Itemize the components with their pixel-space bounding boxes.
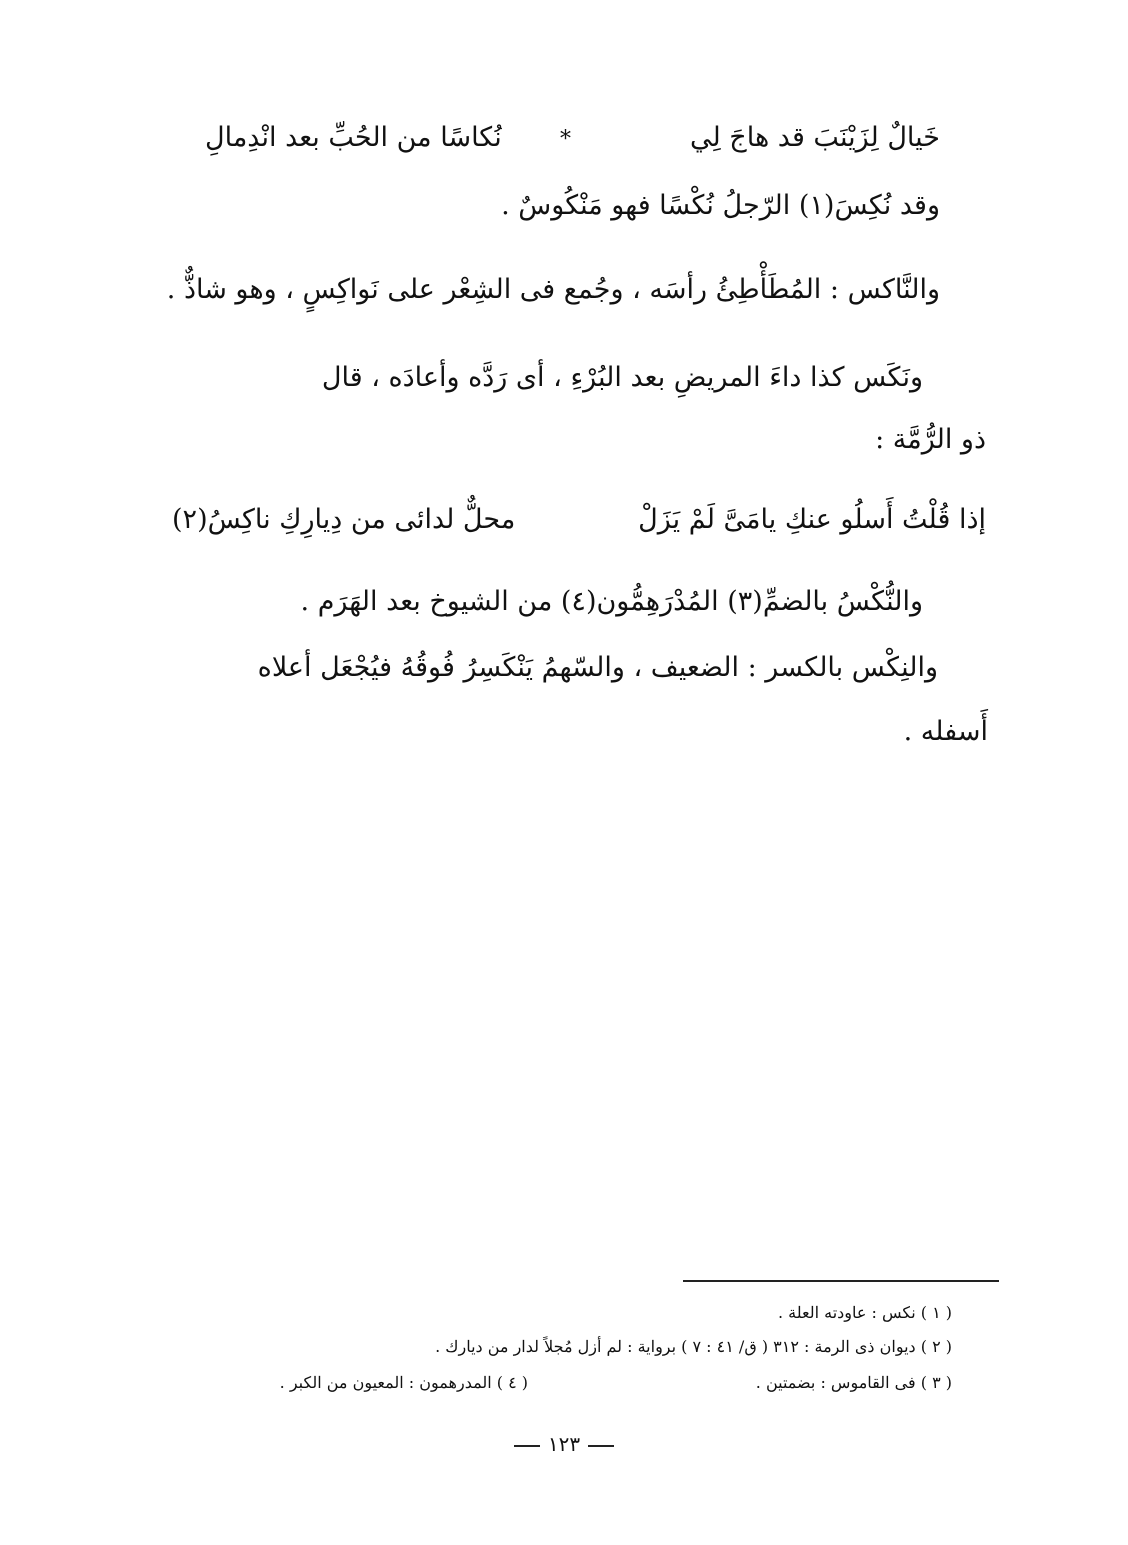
body-line-7: والنِكْس بالكسر : الضعيف ، والسّهمُ يَنْكَسِرُ فُوقُهُ فيُجْعَل أعلاه xyxy=(257,652,938,683)
verse-1-separator: * xyxy=(560,127,571,152)
footnote-2: ( ٢ ) ديوان ذى الرمة : ٣١٢ ( ق/ ٤١ : ٧ ) برواية : لم أزل مُجلاً لدار من ديارك . xyxy=(435,1337,952,1356)
verse-2-second-hemistich: محلٌّ لدائى من دِيارِكِ ناكِسُ(٢) xyxy=(172,504,516,535)
body-line-3: والنَّاكس : المُطَأْطِئُ رأسَه ، وجُمع فى الشِعْر على نَواكِسٍ ، وهو شاذٌّ . xyxy=(166,274,940,305)
body-line-8: أَسفله . xyxy=(903,716,988,747)
footnote-3: ( ٣ ) فى القاموس : بضمتين . xyxy=(755,1373,952,1392)
verse-1-first-hemistich: خَيالٌ لِزَيْنَبَ قد هاجَ لِي xyxy=(689,122,940,153)
folio-dash-right xyxy=(588,1445,614,1447)
body-line-5: ذو الرُّمَّة : xyxy=(875,424,986,455)
body-line-6: والنُّكْسُ بالضمِّ(٣) المُدْرَهِمُّون(٤) من الشيوخ بعد الهَرَم . xyxy=(300,586,923,617)
folio-dash-left xyxy=(514,1445,540,1447)
page-number xyxy=(0,1430,1128,1458)
verse-2-first-hemistich: إذا قُلْتُ أَسلُو عنكِ يامَىَّ لَمْ يَزَلْ xyxy=(638,504,986,535)
body-line-2: وقد نُكِسَ(١) الرّجلُ نُكْسًا فهو مَنْكُوسٌ . xyxy=(501,190,940,221)
footnote-separator-rule xyxy=(683,1280,999,1282)
footnote-1: ( ١ ) نكس : عاودته العلة . xyxy=(777,1303,952,1322)
verse-1-second-hemistich: نُكاسًا من الحُبِّ بعد انْدِمالِ xyxy=(205,122,502,153)
page-number-value: ١٢٣ xyxy=(547,1432,581,1456)
footnote-4: ( ٤ ) المدرهمون : المعيون من الكبر . xyxy=(279,1373,528,1392)
body-line-4: ونَكَس كذا داءَ المريضِ بعد البُرْءِ ، أى رَدَّه وأعادَه ، قال xyxy=(321,362,923,393)
